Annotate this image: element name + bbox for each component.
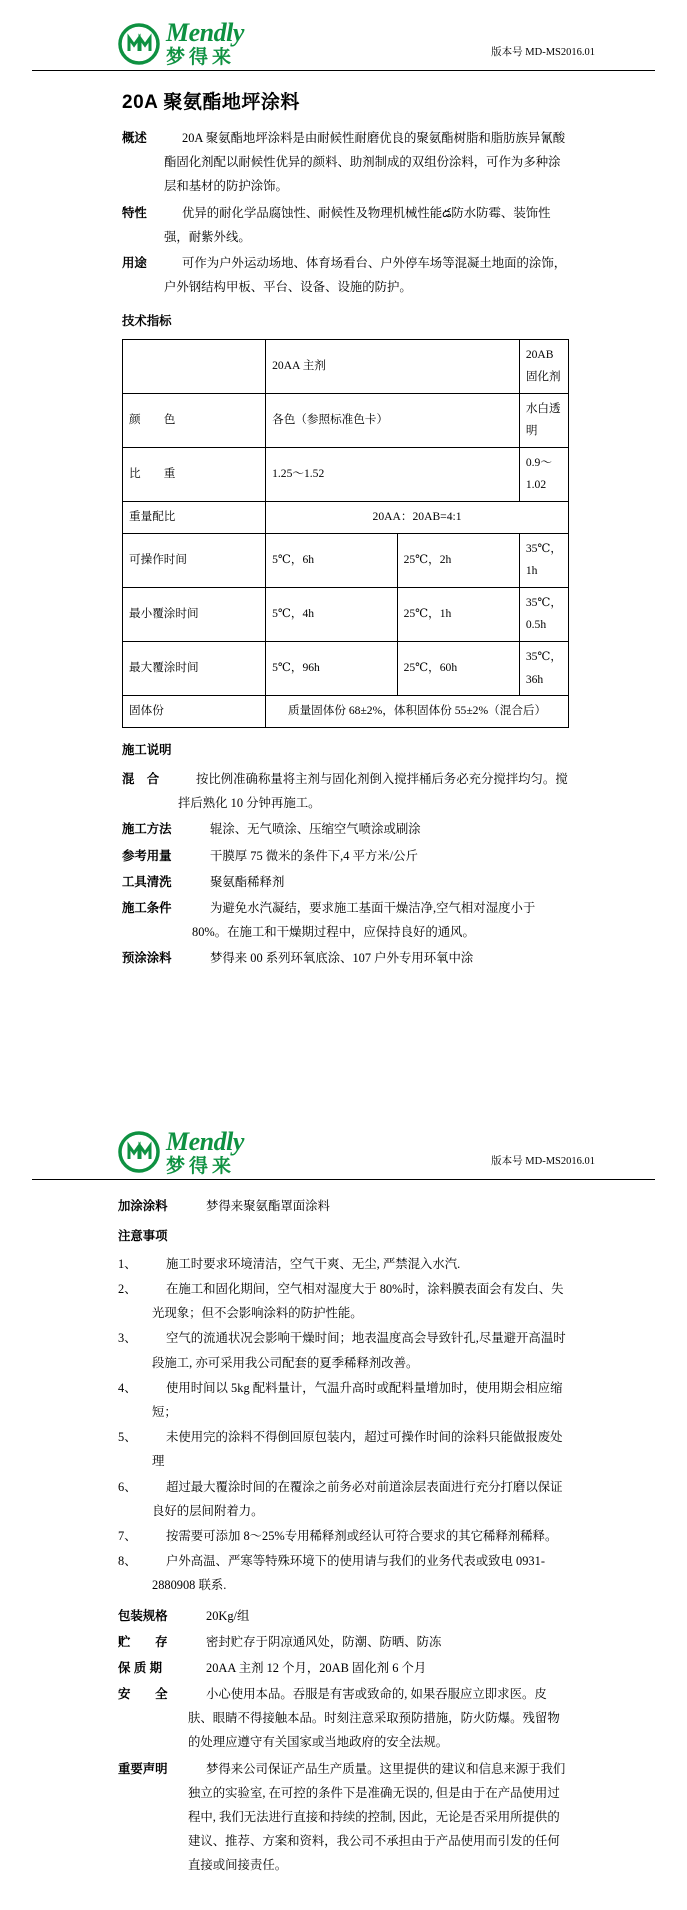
header-cell-blank [123,339,266,393]
construction-heading: 施工说明 [122,742,172,757]
list-item-text: 空气的流通状况会影响干燥时间；地表温度高会导致针孔,尽量避开高温时段施工, 亦可采用我公司配套的夏季稀释剂改善。 [152,1331,566,1370]
list-item-text: 施工时要求环境清洁，空气干爽、无尘, 严禁混入水汽. [166,1256,461,1271]
overview-block [122,126,569,199]
header-cell-base: 20AA 主剂 [266,339,520,393]
list-item-text: 使用时间以 5kg 配料量计，气温升高时或配料量增加时，使用期会相应缩短； [152,1380,563,1419]
row-value-color-base: 各色（参照标准色卡） [266,393,520,447]
method-label: 施工方法 [122,822,172,837]
method-block [122,817,569,841]
cleaning-block [122,870,569,894]
spec-heading: 技术指标 [122,314,172,329]
list-item-number: 3、 [118,1331,137,1346]
row-value-potlife-5c: 5℃，6h [266,533,397,587]
row-value-minrecoat-5c: 5℃，4h [266,587,397,641]
list-item [118,1326,569,1374]
row-label-potlife: 可操作时间 [123,533,266,587]
features-label: 特性 [122,205,147,220]
list-item-text: 超过最大覆涂时间的在覆涂之前务必对前道涂层表面进行充分打磨以保证良好的层间附着力。 [152,1479,563,1518]
disclaimer-block [118,1757,569,1878]
notes-heading: 注意事项 [118,1228,168,1243]
shelflife-block [118,1656,569,1680]
shelflife-label: 保 质 期 [118,1660,163,1675]
table-row [123,393,569,447]
primer-label: 预涂涂料 [122,951,172,966]
row-value-potlife-35c: 35℃，1h [519,533,568,587]
features-text: 优异的耐化学品腐蚀性、耐候性及物理机械性能డ防水防霉、装饰性强，耐紫外线。 [164,205,551,244]
list-item [118,1252,569,1276]
mixing-label: 混 合 [122,772,160,786]
list-item-text: 在施工和固化期间，空气相对湿度大于 80%时，涂料膜表面会有发白、失光现象；但不会影响涂料的防护性能。 [152,1282,564,1321]
disclaimer-label: 重要声明 [118,1761,168,1776]
row-value-maxrecoat-25c: 25℃，60h [397,642,519,696]
overview-label: 概述 [122,131,147,145]
topcoat-block [118,1194,569,1218]
table-header-row [123,339,569,393]
uses-block [122,251,569,299]
conditions-block [122,896,569,944]
primer-block [122,946,569,970]
conditions-label: 施工条件 [122,900,172,915]
page-header [0,14,687,66]
list-item-number: 4、 [118,1380,137,1395]
page-break-spacer [0,1033,687,1113]
row-label-solids: 固体份 [123,696,266,728]
page1-content [122,126,569,971]
header-divider [32,70,655,71]
row-value-potlife-25c: 25℃，2h [397,533,519,587]
row-label-density: 比 重 [123,447,266,501]
row-value-maxrecoat-5c: 5℃，96h [266,642,397,696]
list-item [118,1549,569,1597]
version-number-2: 版本号 MD-MS2016.01 [491,1155,595,1167]
list-item-number: 2、 [118,1282,137,1297]
storage-block [118,1630,569,1654]
table-row [123,642,569,696]
mixing-text: 按比例准确称量将主剂与固化剂倒入搅拌桶后务必充分搅拌均匀。搅拌后熟化 10 分钟再施工。 [178,772,568,811]
features-block [122,201,569,249]
row-label-minrecoat: 最小覆涂时间 [123,587,266,641]
row-value-mixratio: 20AA：20AB=4:1 [266,502,569,534]
packaging-label: 包装规格 [118,1608,168,1623]
packaging-block [118,1604,569,1628]
row-label-mixratio: 重量配比 [123,502,266,534]
list-item-number: 8、 [118,1554,137,1569]
row-value-minrecoat-35c: 35℃，0.5h [519,587,568,641]
page2-content [118,1194,569,1878]
packaging-text: 20Kg/组 [206,1608,250,1623]
coverage-label: 参考用量 [122,848,172,863]
list-item [118,1277,569,1325]
cleaning-label: 工具清洗 [122,874,172,889]
row-value-maxrecoat-35c: 35℃，36h [519,642,568,696]
spec-table [122,339,569,728]
storage-label: 贮 存 [118,1634,168,1649]
header-divider-2 [32,1179,655,1180]
disclaimer-text: 梦得来公司保证产品生产质量。这里提供的建议和信息来源于我们独立的实验室, 在可控的条件下是准确无误的, 但是由于在产品使用过程中, 我们无法进行直接和持续的控制, 因此，无论是否采用所提供的建议、推荐、方案和资料，我公司不承担由于产品使用而引发的任何直接或间接责任。 [188,1761,566,1873]
safety-block [118,1682,569,1755]
list-item [118,1376,569,1424]
list-item-number: 5、 [118,1430,137,1445]
mixing-block [122,767,569,815]
table-row [123,447,569,501]
coverage-text: 干膜厚 75 微米的条件下,4 平方米/公斤 [210,848,418,863]
coverage-block [122,844,569,868]
page-title: 20A 聚氨酯地坪涂料 [122,92,300,113]
brand-logo [118,20,244,67]
safety-label: 安 全 [118,1687,168,1702]
uses-text: 可作为户外运动场地、体育场看台、户外停车场等混凝土地面的涂饰，户外钢结构甲板、平台、设备、设施的防护。 [164,255,567,295]
uses-label: 用途 [122,255,147,270]
list-item-text: 按需要可添加 8～25%专用稀释剂或经认可符合要求的其它稀释剂稀释。 [166,1528,558,1543]
mendly-circle-logo-icon [118,1131,160,1173]
cleaning-text: 聚氨酯稀释剂 [210,874,285,889]
shelflife-text: 20AA 主剂 12 个月，20AB 固化剂 6 个月 [206,1660,427,1675]
table-row [123,587,569,641]
list-item-number: 6、 [118,1479,137,1494]
table-row [123,502,569,534]
table-row [123,533,569,587]
list-item [118,1425,569,1473]
row-value-color-hardener: 水白透明 [519,393,568,447]
mendly-circle-logo-icon [118,23,160,65]
version-number: 版本号 MD-MS2016.01 [491,47,595,58]
document-page-2 [0,1113,687,1910]
list-item-number: 7、 [118,1528,137,1543]
brand-name-cn: 梦得来 [166,47,236,68]
topcoat-label: 加涂涂料 [118,1198,168,1213]
row-value-density-hardener: 0.9～1.02 [519,447,568,501]
brand-logo-2 [118,1126,244,1177]
page-header-2 [0,1123,687,1175]
row-value-minrecoat-25c: 25℃，1h [397,587,519,641]
brand-name-cn: 梦得来 [166,1155,236,1177]
storage-text: 密封贮存于阴凉通风处，防潮、防晒、防冻 [206,1634,442,1649]
row-value-density-base: 1.25～1.52 [266,447,520,501]
method-text: 辊涂、无气喷涂、压缩空气喷涂或刷涂 [210,822,421,837]
brand-name-en: Mendly [166,18,244,47]
list-item-text: 户外高温、严寒等特殊环境下的使用请与我们的业务代表或致电 0931-2880908 联系. [152,1554,545,1593]
primer-text: 梦得来 00 系列环氧底涂、107 户外专用环氧中涂 [210,951,474,966]
safety-text: 小心使用本品。吞服是有害或致命的, 如果吞服应立即求医。皮肤、眼睛不得接触本品。时刻注意采取预防措施，防火防爆。残留物的处理应遵守有关国家或当地政府的安全法规。 [188,1687,560,1750]
row-label-color: 颜 色 [123,393,266,447]
topcoat-text: 梦得来聚氨酯罩面涂料 [206,1198,330,1213]
list-item-text: 未使用完的涂料不得倒回原包装内，超过可操作时间的涂料只能做报废处理 [152,1430,563,1469]
brand-name-en: Mendly [166,1126,244,1156]
row-value-solids: 质量固体份 68±2%，体积固体份 55±2%（混合后） [266,696,569,728]
table-row [123,696,569,728]
overview-text: 20A 聚氨酯地坪涂料是由耐候性耐磨优良的聚氨酯树脂和脂肪族异氰酸酯固化剂配以耐候性优异的颜料、助剂制成的双组份涂料，可作为多种涂层和基材的防护涂饰。 [164,131,566,194]
conditions-text: 为避免水汽凝结，要求施工基面干燥洁净,空气相对湿度小于 80%。在施工和干燥期过程中，应保持良好的通风。 [192,900,536,940]
header-cell-hardener: 20AB 固化剂 [519,339,568,393]
list-item [118,1524,569,1548]
list-item-number: 1、 [118,1256,137,1271]
list-item [118,1475,569,1523]
row-label-maxrecoat: 最大覆涂时间 [123,642,266,696]
